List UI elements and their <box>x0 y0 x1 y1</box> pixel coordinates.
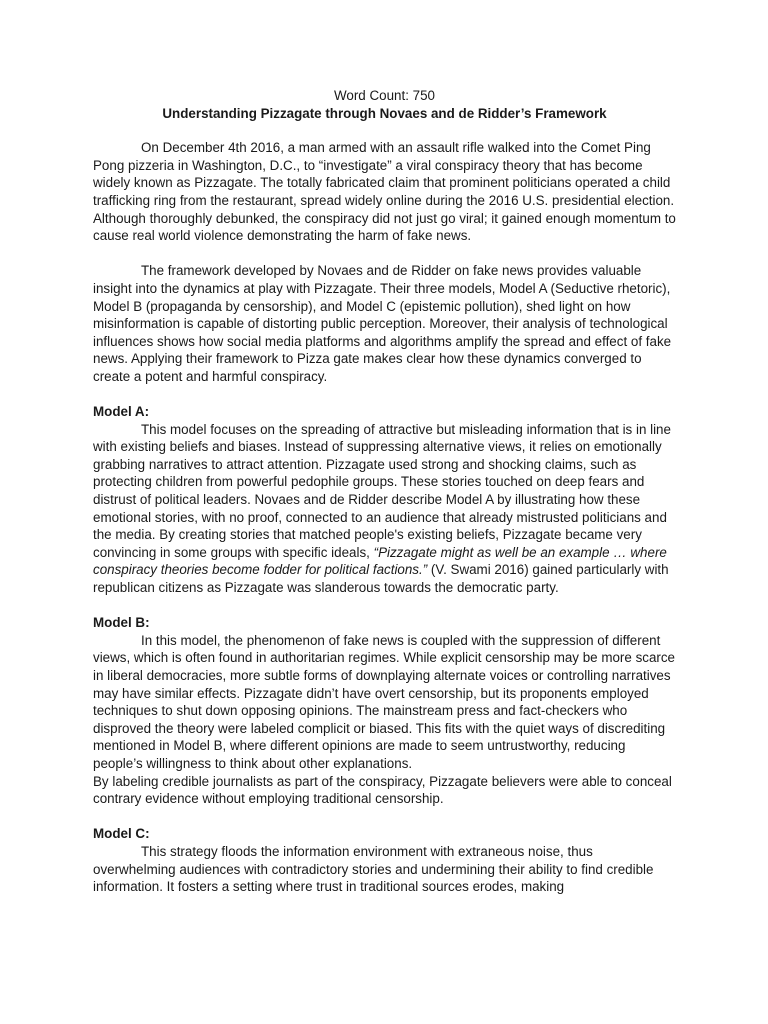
model-b-paragraph-1: In this model, the phenomenon of fake news is coupled with the suppression of different views, which is often found in authoritarian regimes. While explicit censorship may be more scarce in liberal democracies, more subtle forms of downplaying alternate voices or controlling narratives may have similar effects. Pizzagate didn’t have overt censorship, but its proponents employed techniques to shut down opposing opinions. The mainstream press and fact-checkers who disproved the theory were labeled complicit or biased. This fits with the quiet ways of discrediting mentioned in Model B, where different opinions are made to seem untrustworthy, reducing people’s willingness to think about other explanations. <box>93 632 676 771</box>
word-count: Word Count: 750 <box>334 88 435 103</box>
paragraph-spacer <box>93 245 676 263</box>
model-c-heading: Model C: <box>93 826 150 842</box>
model-a-citation-text: (V. Swami 2016) gained particularly with republican citizens as Pizzagate was slanderous towards the democratic party. <box>93 562 669 596</box>
model-a-quote: “Pizzagate might as well be an example … where conspiracy theories become fodder for political factions.” <box>93 544 667 578</box>
intro-paragraph-1: On December 4th 2016, a man armed with an assault rifle walked into the Comet Ping Pong pizzeria in Washington, D.C., to “investigate” a viral conspiracy theory that has become widely known as Pizzagate. The totally fabricated claim that prominent politicians operated a child trafficking ring from the restaurant, spread widely online during the 2016 U.S. presidential election. Although thoroughly debunked, the conspiracy did not just go viral; it gained enough momentum to cause real world violence demonstrating the harm of fake news. <box>93 140 676 244</box>
model-a-text: This model focuses on the spreading of attractive but misleading information that is in line with existing beliefs and biases. Instead of suppressing alternative views, it relies on emotionally grabbing narratives to attract attention. Pizzagate used strong and shocking claims, such as protecting children from powerful pedophile groups. These stories touched on deep fears and distrust of political leaders. Novaes and de Ridder describe Model A by illustrating how these emotional stories, with no proof, connected to an audience that already mistrusted politicians and the media. By creating stories that matched people's existing beliefs, Pizzagate became very convincing in some groups with specific ideals, <box>93 421 671 560</box>
paragraph-spacer <box>93 808 676 826</box>
model-b-heading: Model B: <box>93 615 150 631</box>
model-b-paragraph-2: By labeling credible journalists as part of the conspiracy, Pizzagate believers were able to conceal contrary evidence without employing traditional censorship. <box>93 773 672 807</box>
model-c-paragraph-1: This strategy floods the information environment with extraneous noise, thus overwhelming audiences with contradictory stories and undermining their ability to find credible information. It fosters a setting where trust in traditional sources erodes, making <box>93 843 654 895</box>
paragraph-spacer <box>93 386 676 404</box>
intro-paragraph-2: The framework developed by Novaes and de Ridder on fake news provides valuable insight into the dynamics at play with Pizzagate. Their three models, Model A (Seductive rhetoric), Model B (propaganda by censorship), and Model C (epistemic pollution), shed light on how misinformation is capable of distorting public perception. Moreover, their analysis of technological influences shows how social media platforms and algorithms amplify the spread and effect of fake news. Applying their framework to Pizza gate makes clear how these dynamics converged to create a potent and harmful conspiracy. <box>93 263 672 384</box>
model-a-paragraph <box>93 421 676 597</box>
document-title: Understanding Pizzagate through Novaes and de Ridder’s Framework <box>162 105 607 121</box>
paragraph-spacer <box>93 597 676 615</box>
model-a-heading: Model A: <box>93 404 150 420</box>
